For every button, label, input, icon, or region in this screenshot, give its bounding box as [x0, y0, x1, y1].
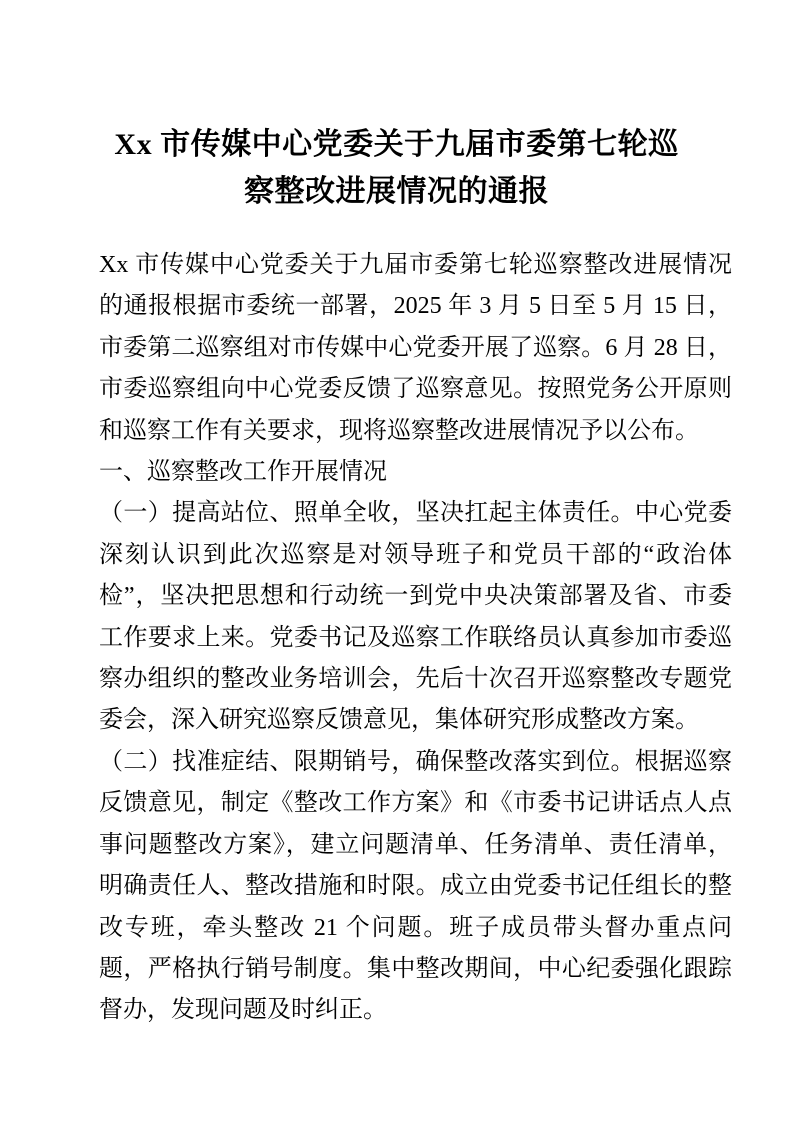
paragraph-item-one: （一）提高站位、照单全收，坚决扛起主体责任。中心党委深刻认识到此次巡察是对领导班子和党员干部的“政治体检”，坚决把思想和行动统一到党中央决策部署及省、市委工作要求上来。党委书记及巡察工作联络员认真参加市委巡察办组织的整改业务培训会，先后十次召开巡察整改专题党委会，深入研究巡察反馈意见，集体研究形成整改方案。 — [99, 500, 732, 734]
intro-paragraph: Xx 市传媒中心党委关于九届市委第七轮巡察整改进展情况的通报根据市委统一部署，2025 年 3 月 5 日至 5 月 15 日，市委第二巡察组对市传媒中心党委开展了巡察。6 月 28 日，市委巡察组向中心党委反馈了巡察意见。按照党务公开原则和巡察工作有关要求，现将巡察整改进展情况予以公布。 — [99, 252, 732, 444]
document-body — [99, 245, 732, 1032]
section-heading: 一、巡察整改工作开展情况 — [99, 459, 387, 486]
document-title: Xx 市传媒中心党委关于九届市委第七轮巡察整改进展情况的通报 — [114, 128, 679, 208]
paragraph-item-two: （二）找准症结、限期销号，确保整改落实到位。根据巡察反馈意见，制定《整改工作方案》和《市委书记讲话点人点事问题整改方案》，建立问题清单、任务清单、责任清单，明确责任人、整改措施和时限。成立由党委书记任组长的整改专班，牵头整改 21 个问题。班子成员带头督办重点问题，严格执行销号制度。集中整改期间，中心纪委强化跟踪督办，发现问题及时纠正。 — [99, 748, 732, 1024]
